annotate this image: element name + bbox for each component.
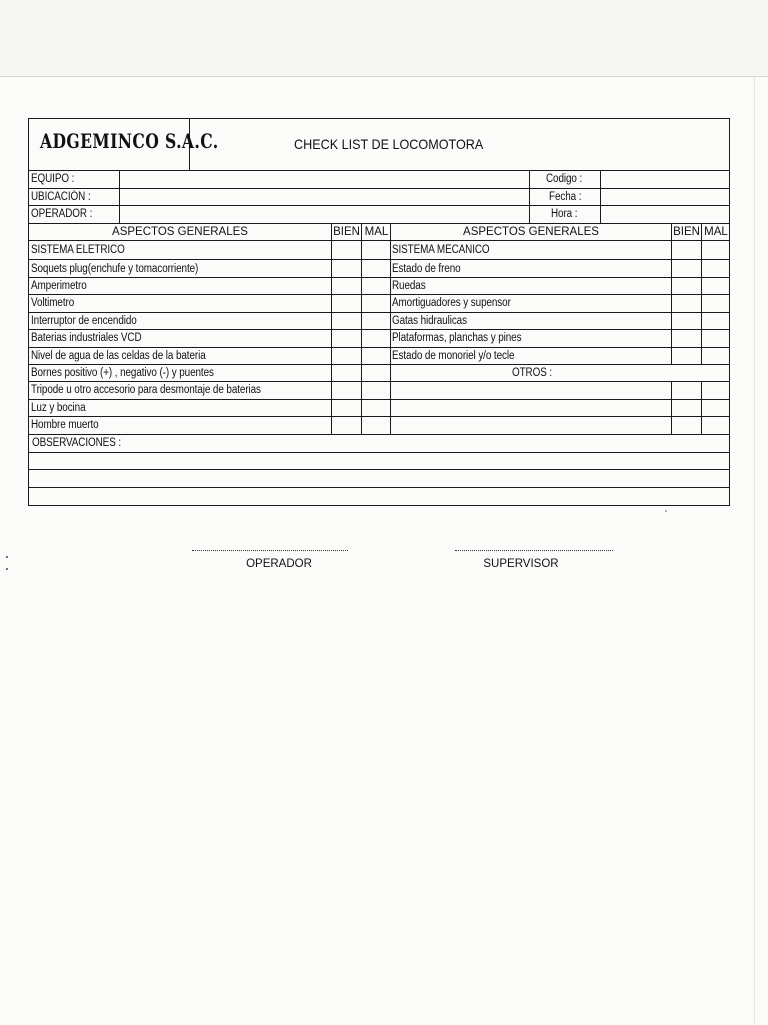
row-rule bbox=[28, 329, 730, 330]
operador-signature-line bbox=[192, 550, 348, 551]
mal-column-divider bbox=[701, 223, 702, 364]
mal-column-divider bbox=[361, 223, 362, 434]
obs-rule bbox=[28, 487, 730, 488]
checklist-item: Nivel de agua de las celdas de la bateria bbox=[31, 350, 206, 362]
row-rule bbox=[390, 399, 730, 400]
scan-speck bbox=[665, 510, 667, 512]
ubicacion-label: UBICACIÓN : bbox=[31, 191, 91, 203]
column-header-rule bbox=[28, 240, 730, 241]
column-header-bien: BIEN bbox=[333, 226, 360, 238]
hora-label: Hora : bbox=[551, 208, 578, 220]
column-header-aspectos: ASPECTOS GENERALES bbox=[463, 226, 599, 238]
checklist-item: Hombre muerto bbox=[31, 419, 99, 431]
codigo-label: Codigo : bbox=[546, 173, 583, 185]
checklist-item: Gatas hidraulicas bbox=[392, 315, 467, 327]
center-divider bbox=[390, 223, 391, 434]
checklist-item: Amortiguadores y supensor bbox=[392, 297, 511, 309]
checklist-item: SISTEMA ELETRICO bbox=[31, 244, 125, 256]
row-rule bbox=[28, 205, 730, 206]
checklist-item: SISTEMA MECANICO bbox=[392, 244, 490, 256]
obs-rule bbox=[28, 452, 730, 453]
column-header-aspectos: ASPECTOS GENERALES bbox=[112, 226, 248, 238]
checklist-item: Estado de monoriel y/o tecle bbox=[392, 350, 515, 362]
checklist-item: Ruedas bbox=[392, 280, 426, 292]
header-bottom-rule bbox=[28, 170, 730, 171]
bien-column-divider bbox=[671, 223, 672, 364]
column-header-bien: BIEN bbox=[673, 226, 700, 238]
checklist-item: Luz y bocina bbox=[31, 402, 86, 414]
supervisor-signature-label: SUPERVISOR bbox=[483, 558, 559, 570]
checklist-item: Plataformas, planchas y pines bbox=[392, 332, 522, 344]
otros-label: OTROS : bbox=[512, 367, 553, 379]
checklist-item: Tripode u otro accesorio para desmontaje de baterias bbox=[31, 384, 261, 396]
observaciones-label: OBSERVACIONES : bbox=[32, 437, 122, 449]
checklist-item: Amperimetro bbox=[31, 280, 87, 292]
field-divider bbox=[600, 170, 601, 223]
operador-signature-label: OPERADOR bbox=[246, 558, 312, 570]
equipo-label: EQUIPO : bbox=[31, 173, 75, 185]
row-rule bbox=[28, 381, 730, 382]
checklist-item: Voltimetro bbox=[31, 297, 75, 309]
row-rule bbox=[28, 347, 730, 348]
fecha-label: Fecha : bbox=[549, 191, 582, 203]
bien-column-divider bbox=[331, 223, 332, 434]
row-rule bbox=[28, 277, 730, 278]
row-rule bbox=[28, 364, 730, 365]
supervisor-signature-line bbox=[455, 550, 613, 551]
row-rule bbox=[28, 259, 730, 260]
page-title: CHECK LIST DE LOCOMOTORA bbox=[294, 136, 484, 152]
obs-rule bbox=[28, 469, 730, 470]
row-rule bbox=[28, 434, 730, 435]
mal-column-divider bbox=[701, 381, 702, 434]
row-rule bbox=[28, 294, 730, 295]
column-header-mal: MAL bbox=[704, 226, 728, 238]
checklist-item: Bornes positivo (+) , negativo (-) y puentes bbox=[31, 367, 214, 379]
paper-fold bbox=[754, 76, 755, 1024]
row-rule bbox=[28, 399, 390, 400]
field-divider bbox=[119, 170, 120, 223]
scan-speck bbox=[6, 556, 8, 558]
scan-speck bbox=[6, 568, 8, 570]
row-rule bbox=[28, 312, 730, 313]
operador-label: OPERADOR : bbox=[31, 208, 93, 220]
checklist-item: Estado de freno bbox=[392, 263, 461, 275]
company-logo: ADGEMINCO S.A.C. bbox=[40, 129, 219, 153]
checklist-item: Baterias industriales VCD bbox=[31, 332, 142, 344]
field-divider bbox=[529, 170, 530, 223]
row-rule bbox=[28, 188, 730, 189]
column-header-mal: MAL bbox=[364, 226, 389, 238]
checklist-item: Soquets plug(enchufe y tomacorriente) bbox=[31, 263, 199, 275]
row-rule bbox=[28, 223, 730, 224]
row-rule bbox=[28, 416, 730, 417]
checklist-item: Interruptor de encendido bbox=[31, 315, 137, 327]
bien-column-divider bbox=[671, 381, 672, 434]
